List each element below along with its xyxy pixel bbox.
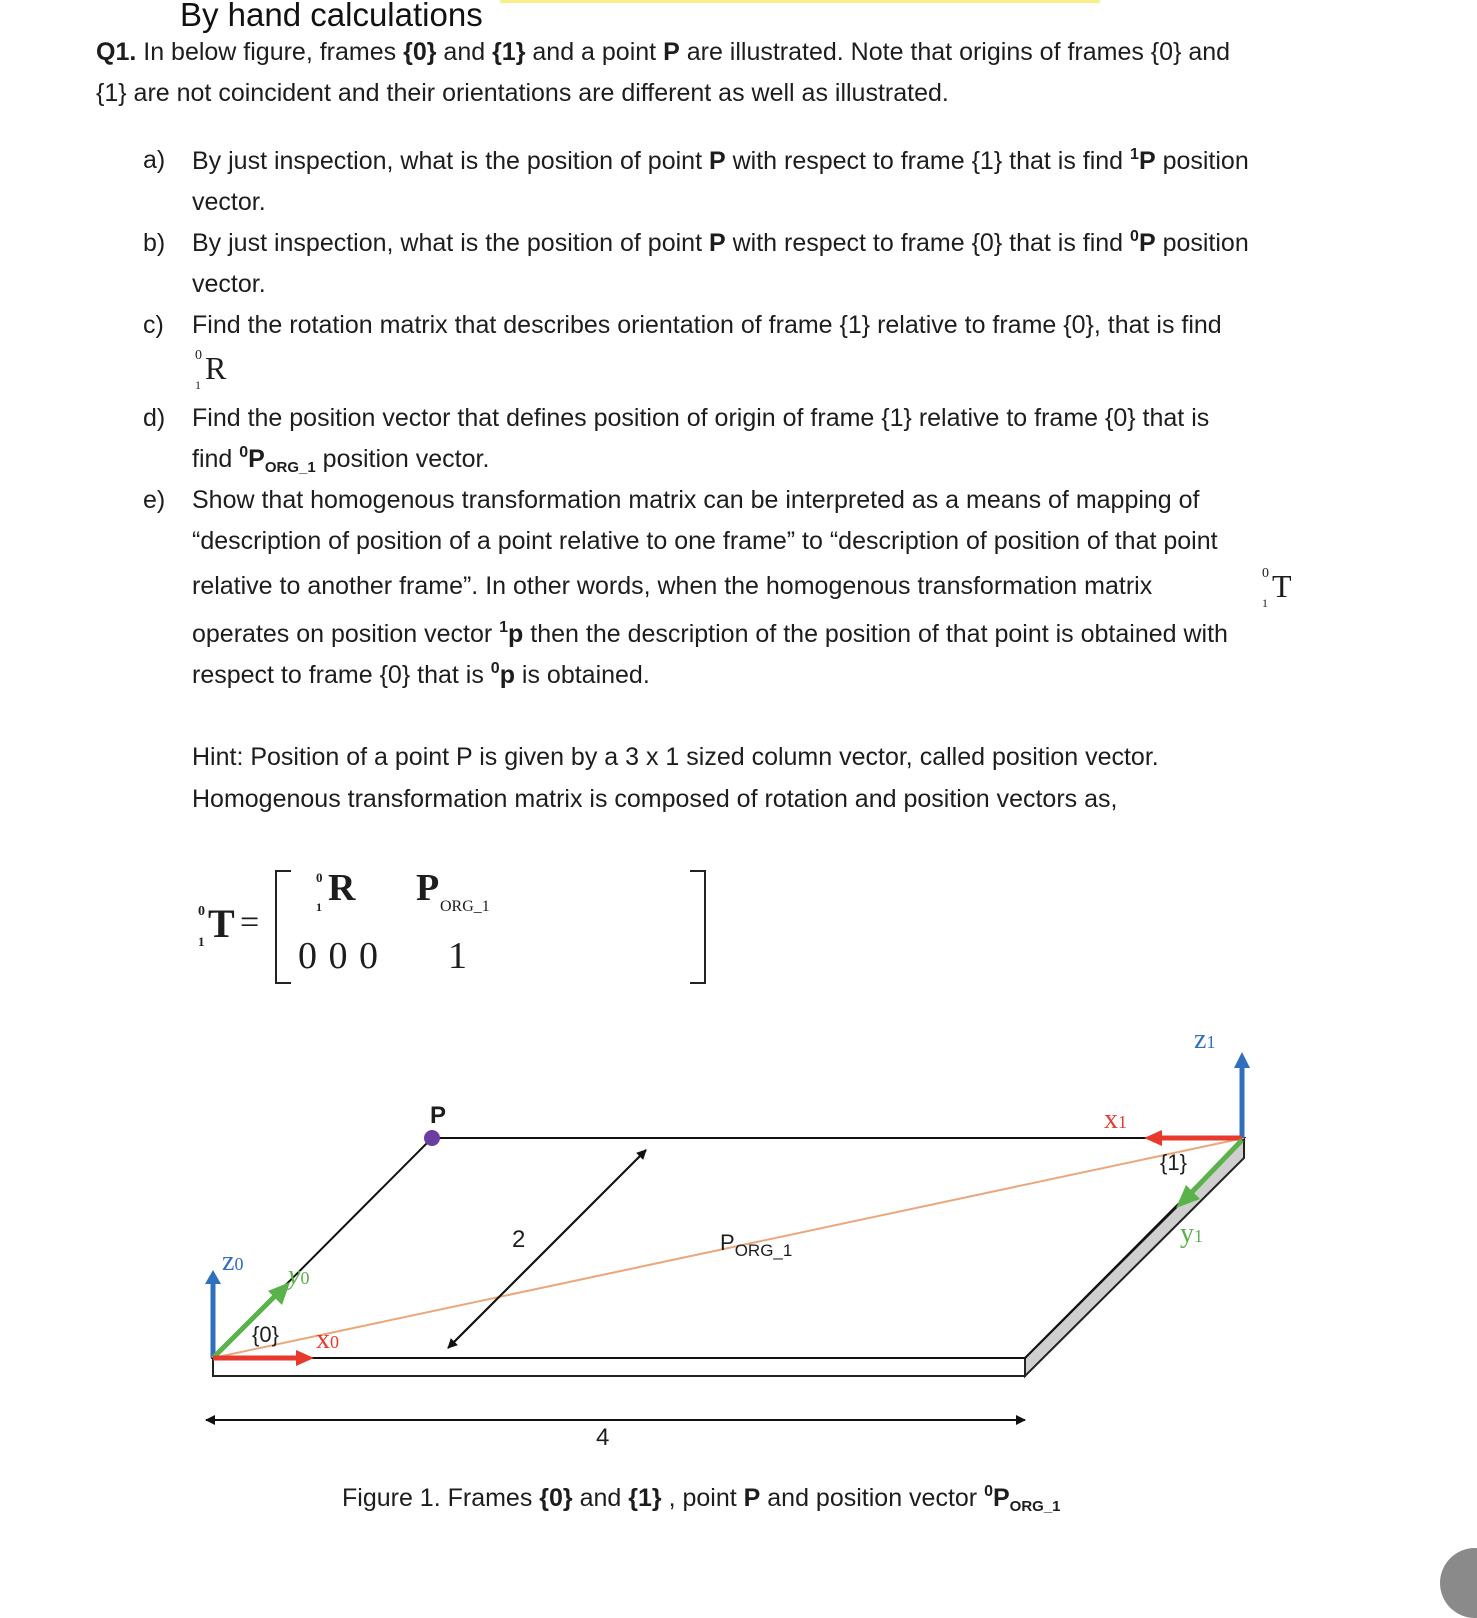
y0-label: y0: [288, 1260, 310, 1291]
x1-label: x1: [1104, 1104, 1127, 1135]
porg-label: $P_{ORG\_1}$: [720, 1230, 793, 1260]
point-p-label: P: [430, 1102, 447, 1129]
scroll-indicator[interactable]: [1440, 1548, 1477, 1618]
highlight-strip: [500, 0, 1100, 3]
hint-line-2: Homogenous transformation matrix is composed of rotation and position vectors as,: [192, 785, 1118, 813]
y1-label: y1: [1180, 1218, 1203, 1249]
item-d-letter: d): [143, 404, 166, 432]
z1-arrowhead: [1234, 1052, 1250, 1068]
width-dimension-label: 4: [596, 1424, 610, 1451]
question-line-1: Q1. In below figure, frames {0} and {1} and a point P are illustrated. Note that origins of frames {0} and: [96, 38, 1231, 66]
transform-symbol: 0 T 1: [1262, 566, 1292, 610]
item-d-line-1: Find the position vector that defines position of origin of frame {1} relative to frame {0} that is: [192, 404, 1210, 432]
homogeneous-matrix: 0 T 1 = 0 R 1 P ORG_1 0 0 0 1: [190, 862, 530, 987]
item-e-line-3: relative to another frame”. In other words, when the homogenous transformation matrix: [192, 572, 1153, 600]
depth-dimension-label: 2: [512, 1226, 526, 1253]
point-p-marker: [424, 1130, 440, 1146]
rotation-symbol: 0 R 1: [195, 348, 227, 392]
item-c-letter: c): [143, 311, 164, 339]
item-a-letter: a): [143, 146, 166, 174]
z1-label: z1: [1194, 1024, 1216, 1055]
item-e-letter: e): [143, 486, 166, 514]
item-a-line-2: vector.: [192, 188, 266, 216]
item-e-line-1: Show that homogenous transformation matrix can be interpreted as a means of mapping of: [192, 486, 1200, 514]
item-b-line-2: vector.: [192, 270, 266, 298]
frame1-label: {1}: [1160, 1150, 1187, 1175]
item-a-line-1: By just inspection, what is the position of point P with respect to frame {1} that is find $^1$P position: [192, 146, 1249, 175]
item-e-line-2: “description of position of a point relative to one frame” to “description of position of that point: [192, 527, 1218, 555]
z0-arrowhead: [205, 1270, 221, 1284]
item-b-letter: b): [143, 229, 166, 257]
question-line-2: {1} are not coincident and their orientations are different as well as illustrated.: [96, 79, 949, 107]
page-heading: By hand calculations: [180, 0, 483, 33]
item-e-line-4: operates on position vector $^1$p then the description of the position of that point is obtained with: [192, 619, 1228, 648]
plate-front-face: [213, 1358, 1025, 1376]
matrix-left-bracket: [275, 870, 291, 984]
item-d-line-2: find $^0P_{ORG\_1}$ position vector.: [192, 444, 490, 476]
z0-label: z0: [222, 1246, 244, 1277]
item-e-line-5: respect to frame {0} that is $^0$p is obtained.: [192, 660, 650, 689]
item-c-line-1: Find the rotation matrix that describes orientation of frame {1} relative to frame {0}, that is find: [192, 311, 1222, 339]
question-number: Q1.: [96, 38, 137, 66]
hint-line-1: Hint: Position of a point P is given by a 3 x 1 sized column vector, called position vector.: [192, 743, 1159, 771]
figure-caption: Figure 1. Frames {0} and {1} , point P and position vector $^0P_{ORG\_1}$: [342, 1483, 1061, 1515]
matrix-right-bracket: [690, 870, 706, 984]
x0-label: x0: [316, 1324, 339, 1355]
item-b-line-1: By just inspection, what is the position of point P with respect to frame {0} that is find $^0$P position: [192, 228, 1249, 257]
frame0-label: {0}: [252, 1322, 279, 1347]
